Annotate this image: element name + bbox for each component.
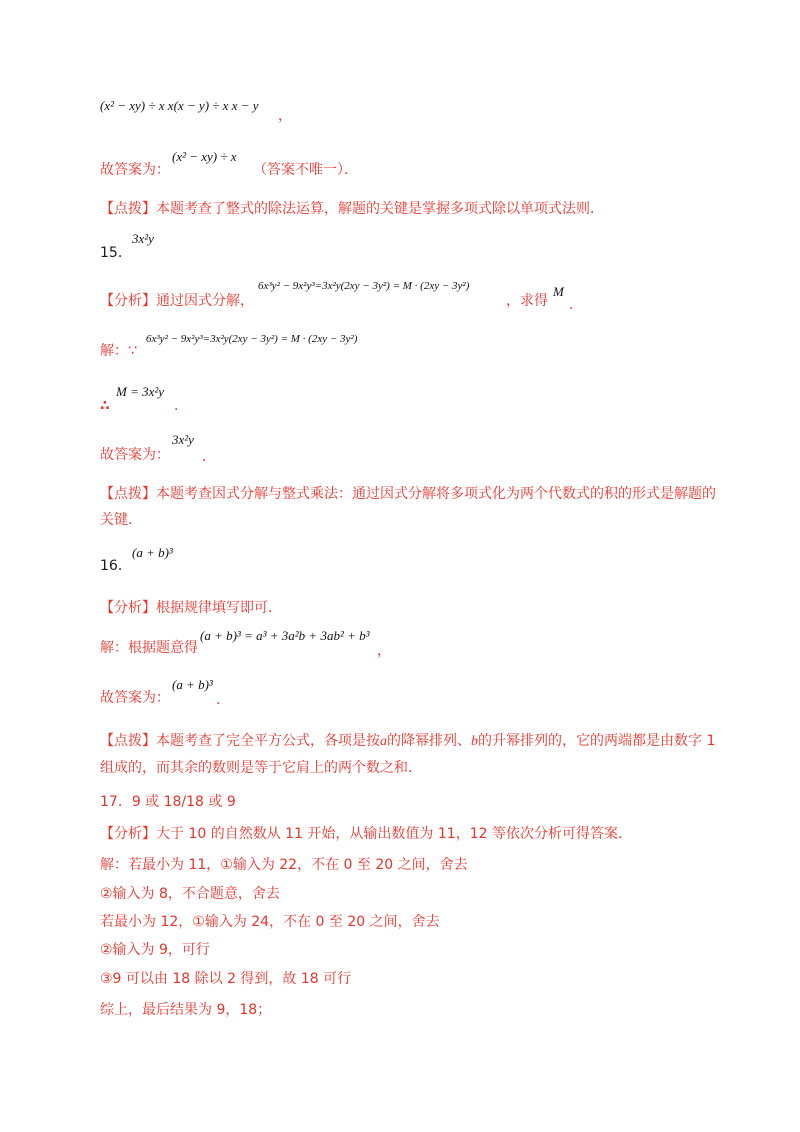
comma: ，	[278, 108, 292, 124]
answer-expression: 3x²y	[172, 432, 194, 447]
solution-conclusion: 综上，最后结果为 9，18；	[100, 1002, 272, 1018]
answer-note: （答案不唯一）．	[253, 162, 358, 178]
q15-answer: 3x²y	[132, 231, 154, 246]
therefore-symbol: ∴	[100, 398, 110, 414]
solution-label: 解：根据题意得	[100, 640, 198, 656]
solution-step-5: ③9 可以由 18 除以 2 得到，故 18 可行	[100, 971, 352, 987]
expansion-equation: (a + b)³ = a³ + 3a²b + 3ab² + b³	[200, 628, 370, 643]
solution-equation: 6x³y² − 9x²y³=3x²y(2xy − 3y²) = M · (2xy − 3y²)	[146, 333, 358, 345]
solution-step-3: 若最小为 12，①输入为 24，不在 0 至 20 之间，舍去	[100, 914, 440, 930]
period: ．	[216, 692, 230, 708]
q17-answer: 17．9 或 18/18 或 9	[100, 794, 236, 810]
solution-label: 解：∵	[100, 343, 137, 359]
period: ．	[174, 398, 188, 414]
period: ．	[569, 297, 583, 313]
solution-step-4: ②输入为 9，可行	[100, 942, 210, 958]
q15-number: 15．	[100, 245, 132, 261]
tip-text-line1: 【点拨】本题考查因式分解与整式乘法：通过因式分解将多项式化为两个代数式的积的形式是解题的	[100, 486, 716, 502]
answer-label: 故答案为：	[100, 447, 170, 463]
solution-step-1: 解：若最小为 11，①输入为 22，不在 0 至 20 之间，舍去	[100, 857, 468, 873]
analysis-text: 【分析】大于 10 的自然数从 11 开始，从输出数值为 11，12 等依次分析可得答案．	[100, 826, 632, 842]
result-equation: M = 3x²y	[116, 384, 165, 399]
variable-b: b	[471, 734, 478, 749]
q16-number: 16．	[100, 558, 132, 574]
tip-part3: 的升幂排列的，它的两端都是由数字 1	[478, 733, 716, 749]
tip-text: 【点拨】本题考查了整式的除法运算，解题的关键是掌握多项式除以单项式法则．	[100, 201, 604, 217]
answer-expression: (a + b)³	[172, 677, 213, 692]
q16-answer: (a + b)³	[132, 545, 173, 560]
variable-m: M	[553, 284, 564, 299]
tip-text-line2: 组成的，而其余的数则是等于它肩上的两个数之和．	[100, 760, 422, 776]
answer-expression: (x² − xy) ÷ x	[172, 149, 237, 164]
analysis-label: 【分析】通过因式分解，	[100, 293, 254, 309]
comma: ，	[377, 643, 391, 659]
factorization-equation: 6x³y² − 9x²y³=3x²y(2xy − 3y²) = M · (2xy − 3y²)	[258, 280, 470, 292]
answer-label: 故答案为：	[100, 162, 170, 178]
tip-text-line2: 关键．	[100, 512, 142, 528]
analysis-text: 【分析】根据规律填写即可．	[100, 600, 282, 616]
period: ．	[202, 449, 216, 465]
tip-text-line1	[100, 731, 800, 752]
solution-step-2: ②输入为 8，不合题意，舍去	[100, 886, 280, 902]
analysis-tail: ，求得	[506, 293, 548, 309]
tip-part1: 【点拨】本题考查了完全平方公式，各项是按	[100, 733, 380, 749]
variable-a: a	[380, 734, 387, 749]
tip-part2: 的降幂排列、	[387, 733, 471, 749]
division-expressions: (x² − xy) ÷ x x(x − y) ÷ x x − y	[100, 98, 259, 113]
answer-label: 故答案为：	[100, 690, 170, 706]
